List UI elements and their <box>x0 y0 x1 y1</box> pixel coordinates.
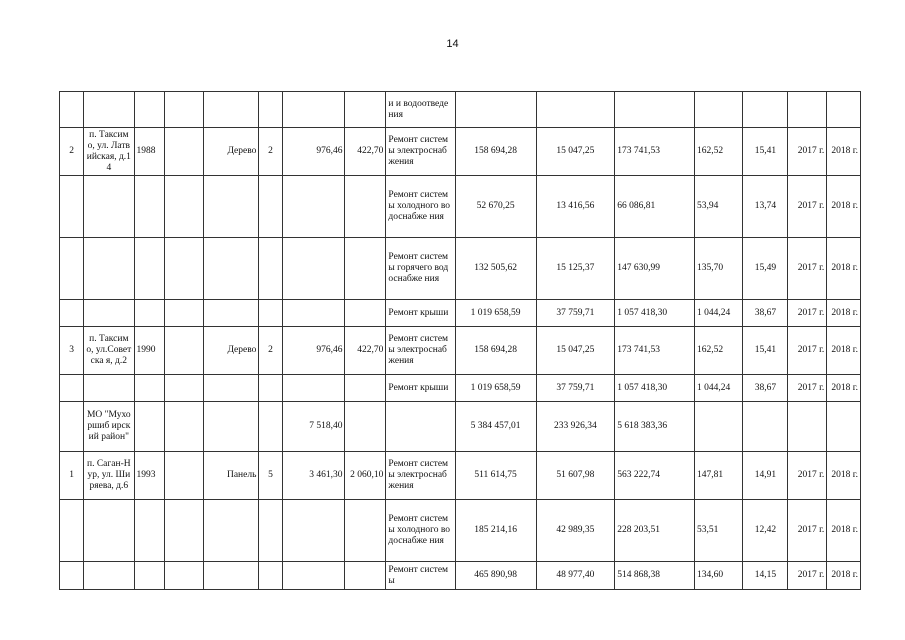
cost-extra-cell: 13 416,56 <box>536 176 615 238</box>
start-year-cell <box>788 92 827 128</box>
cost-per-sqm-extra-cell: 15,49 <box>743 238 788 300</box>
empty-cell <box>164 452 203 500</box>
address-cell <box>84 176 134 238</box>
wall-material-cell: Панель <box>203 452 259 500</box>
total-cost-cell: 228 203,51 <box>615 500 695 562</box>
start-year-cell: 2017 г. <box>788 300 827 327</box>
empty-cell <box>164 128 203 176</box>
total-area-cell <box>282 562 345 590</box>
cost-per-sqm-cell <box>695 92 743 128</box>
build-year-cell: 1993 <box>134 452 164 500</box>
table-row <box>60 176 861 238</box>
empty-cell <box>164 176 203 238</box>
build-year-cell <box>134 238 164 300</box>
cost-per-sqm-extra-cell: 14,15 <box>743 562 788 590</box>
row-number-cell <box>60 402 84 452</box>
living-area-cell <box>345 562 386 590</box>
end-year-cell: 2018 г. <box>827 500 861 562</box>
cost-per-sqm-cell <box>695 402 743 452</box>
cost-per-sqm-cell: 135,70 <box>695 238 743 300</box>
work-type-cell <box>386 402 455 452</box>
cost-main-cell: 158 694,28 <box>455 128 536 176</box>
wall-material-cell <box>203 92 259 128</box>
cost-main-cell: 52 670,25 <box>455 176 536 238</box>
cost-per-sqm-extra-cell <box>743 402 788 452</box>
total-cost-cell: 514 868,38 <box>615 562 695 590</box>
cost-main-cell: 5 384 457,01 <box>455 402 536 452</box>
table-row <box>60 452 861 500</box>
work-type-cell: Ремонт крыши <box>386 300 455 327</box>
row-number-cell <box>60 176 84 238</box>
work-type-cell: Ремонт системы электроснаб жения <box>386 327 455 375</box>
total-cost-cell: 173 741,53 <box>615 128 695 176</box>
living-area-cell: 422,70 <box>345 128 386 176</box>
living-area-cell <box>345 238 386 300</box>
table-row <box>60 128 861 176</box>
end-year-cell <box>827 402 861 452</box>
living-area-cell <box>345 500 386 562</box>
end-year-cell: 2018 г. <box>827 562 861 590</box>
living-area-cell <box>345 92 386 128</box>
row-number-cell <box>60 238 84 300</box>
row-number-cell: 3 <box>60 327 84 375</box>
row-number-cell <box>60 375 84 402</box>
build-year-cell <box>134 176 164 238</box>
wall-material-cell <box>203 500 259 562</box>
table-row <box>60 500 861 562</box>
cost-per-sqm-cell: 1 044,24 <box>695 300 743 327</box>
build-year-cell <box>134 500 164 562</box>
end-year-cell: 2018 г. <box>827 375 861 402</box>
living-area-cell: 422,70 <box>345 327 386 375</box>
table-row <box>60 327 861 375</box>
total-area-cell: 3 461,30 <box>282 452 345 500</box>
empty-cell <box>164 300 203 327</box>
wall-material-cell <box>203 238 259 300</box>
cost-extra-cell: 48 977,40 <box>536 562 615 590</box>
cost-per-sqm-cell: 53,94 <box>695 176 743 238</box>
end-year-cell: 2018 г. <box>827 238 861 300</box>
cost-extra-cell: 37 759,71 <box>536 300 615 327</box>
capital-repair-table <box>59 91 861 590</box>
address-cell <box>84 238 134 300</box>
cost-extra-cell: 15 047,25 <box>536 128 615 176</box>
total-cost-cell: 563 222,74 <box>615 452 695 500</box>
build-year-cell <box>134 562 164 590</box>
cost-extra-cell: 37 759,71 <box>536 375 615 402</box>
wall-material-cell: Дерево <box>203 327 259 375</box>
row-number-cell <box>60 300 84 327</box>
table-body <box>60 92 861 590</box>
cost-per-sqm-extra-cell <box>743 92 788 128</box>
cost-main-cell: 185 214,16 <box>455 500 536 562</box>
cost-per-sqm-extra-cell: 12,42 <box>743 500 788 562</box>
build-year-cell <box>134 92 164 128</box>
wall-material-cell <box>203 562 259 590</box>
build-year-cell: 1990 <box>134 327 164 375</box>
cost-per-sqm-extra-cell: 13,74 <box>743 176 788 238</box>
cost-extra-cell: 42 989,35 <box>536 500 615 562</box>
floors-cell: 2 <box>259 327 282 375</box>
row-number-cell: 2 <box>60 128 84 176</box>
empty-cell <box>164 327 203 375</box>
empty-cell <box>164 500 203 562</box>
wall-material-cell <box>203 300 259 327</box>
cost-per-sqm-extra-cell: 15,41 <box>743 327 788 375</box>
cost-per-sqm-cell: 162,52 <box>695 327 743 375</box>
living-area-cell: 2 060,10 <box>345 452 386 500</box>
cost-main-cell: 1 019 658,59 <box>455 300 536 327</box>
address-cell <box>84 500 134 562</box>
table-row <box>60 375 861 402</box>
table-row <box>60 92 861 128</box>
end-year-cell <box>827 92 861 128</box>
cost-per-sqm-cell: 53,51 <box>695 500 743 562</box>
cost-extra-cell: 51 607,98 <box>536 452 615 500</box>
cost-per-sqm-cell: 1 044,24 <box>695 375 743 402</box>
total-area-cell <box>282 375 345 402</box>
cost-main-cell: 158 694,28 <box>455 327 536 375</box>
empty-cell <box>164 562 203 590</box>
table-row <box>60 238 861 300</box>
total-area-cell: 976,46 <box>282 327 345 375</box>
address-cell: п. Таксимо, ул. Латвийская, д.14 <box>84 128 134 176</box>
address-cell <box>84 562 134 590</box>
floors-cell <box>259 92 282 128</box>
build-year-cell <box>134 402 164 452</box>
empty-cell <box>164 375 203 402</box>
empty-cell <box>164 92 203 128</box>
wall-material-cell <box>203 176 259 238</box>
start-year-cell: 2017 г. <box>788 375 827 402</box>
work-type-cell: Ремонт системы холодного водоснабже ния <box>386 176 455 238</box>
table-row <box>60 300 861 327</box>
row-number-cell: 1 <box>60 452 84 500</box>
address-cell: МО "Мухоршиб ирский район" <box>84 402 134 452</box>
end-year-cell: 2018 г. <box>827 128 861 176</box>
start-year-cell: 2017 г. <box>788 562 827 590</box>
total-cost-cell: 5 618 383,36 <box>615 402 695 452</box>
cost-extra-cell: 233 926,34 <box>536 402 615 452</box>
floors-cell: 5 <box>259 452 282 500</box>
total-area-cell: 7 518,40 <box>282 402 345 452</box>
floors-cell <box>259 375 282 402</box>
living-area-cell <box>345 300 386 327</box>
end-year-cell: 2018 г. <box>827 327 861 375</box>
total-area-cell <box>282 300 345 327</box>
cost-extra-cell <box>536 92 615 128</box>
cost-main-cell <box>455 92 536 128</box>
cost-per-sqm-extra-cell: 38,67 <box>743 375 788 402</box>
floors-cell <box>259 300 282 327</box>
total-cost-cell: 1 057 418,30 <box>615 375 695 402</box>
cost-main-cell: 465 890,98 <box>455 562 536 590</box>
empty-cell <box>164 238 203 300</box>
start-year-cell: 2017 г. <box>788 500 827 562</box>
cost-per-sqm-cell: 134,60 <box>695 562 743 590</box>
build-year-cell <box>134 300 164 327</box>
cost-per-sqm-extra-cell: 38,67 <box>743 300 788 327</box>
living-area-cell <box>345 402 386 452</box>
start-year-cell: 2017 г. <box>788 452 827 500</box>
total-cost-cell: 1 057 418,30 <box>615 300 695 327</box>
work-type-cell: Ремонт системы электроснаб жения <box>386 128 455 176</box>
floors-cell <box>259 176 282 238</box>
build-year-cell: 1988 <box>134 128 164 176</box>
total-area-cell <box>282 176 345 238</box>
address-cell: п. Саган-Нур, ул. Ширяева, д.6 <box>84 452 134 500</box>
work-type-cell: Ремонт системы электроснаб жения <box>386 452 455 500</box>
living-area-cell <box>345 176 386 238</box>
floors-cell <box>259 238 282 300</box>
start-year-cell <box>788 402 827 452</box>
work-type-cell: Ремонт системы <box>386 562 455 590</box>
cost-extra-cell: 15 125,37 <box>536 238 615 300</box>
cost-per-sqm-extra-cell: 14,91 <box>743 452 788 500</box>
build-year-cell <box>134 375 164 402</box>
work-type-cell: Ремонт крыши <box>386 375 455 402</box>
total-area-cell <box>282 238 345 300</box>
row-number-cell <box>60 562 84 590</box>
address-cell: п. Таксимо, ул.Советска я, д.2 <box>84 327 134 375</box>
address-cell <box>84 300 134 327</box>
empty-cell <box>164 402 203 452</box>
total-cost-cell <box>615 92 695 128</box>
total-area-cell <box>282 92 345 128</box>
floors-cell <box>259 562 282 590</box>
total-cost-cell: 66 086,81 <box>615 176 695 238</box>
floors-cell: 2 <box>259 128 282 176</box>
total-area-cell <box>282 500 345 562</box>
floors-cell <box>259 402 282 452</box>
page-number: 14 <box>446 38 459 50</box>
wall-material-cell <box>203 402 259 452</box>
wall-material-cell: Дерево <box>203 128 259 176</box>
start-year-cell: 2017 г. <box>788 128 827 176</box>
cost-main-cell: 132 505,62 <box>455 238 536 300</box>
row-number-cell <box>60 92 84 128</box>
end-year-cell: 2018 г. <box>827 176 861 238</box>
table-row <box>60 562 861 590</box>
work-type-cell: Ремонт системы холодного водоснабже ния <box>386 500 455 562</box>
cost-main-cell: 511 614,75 <box>455 452 536 500</box>
end-year-cell: 2018 г. <box>827 300 861 327</box>
work-type-cell: Ремонт системы горячего водоснабже ния <box>386 238 455 300</box>
end-year-cell: 2018 г. <box>827 452 861 500</box>
address-cell <box>84 375 134 402</box>
address-cell <box>84 92 134 128</box>
cost-main-cell: 1 019 658,59 <box>455 375 536 402</box>
start-year-cell: 2017 г. <box>788 327 827 375</box>
cost-per-sqm-cell: 162,52 <box>695 128 743 176</box>
wall-material-cell <box>203 375 259 402</box>
work-type-cell: и и водоотведе ния <box>386 92 455 128</box>
row-number-cell <box>60 500 84 562</box>
total-cost-cell: 147 630,99 <box>615 238 695 300</box>
cost-per-sqm-cell: 147,81 <box>695 452 743 500</box>
total-area-cell: 976,46 <box>282 128 345 176</box>
floors-cell <box>259 500 282 562</box>
living-area-cell <box>345 375 386 402</box>
cost-extra-cell: 15 047,25 <box>536 327 615 375</box>
cost-per-sqm-extra-cell: 15,41 <box>743 128 788 176</box>
start-year-cell: 2017 г. <box>788 238 827 300</box>
table-row <box>60 402 861 452</box>
total-cost-cell: 173 741,53 <box>615 327 695 375</box>
start-year-cell: 2017 г. <box>788 176 827 238</box>
